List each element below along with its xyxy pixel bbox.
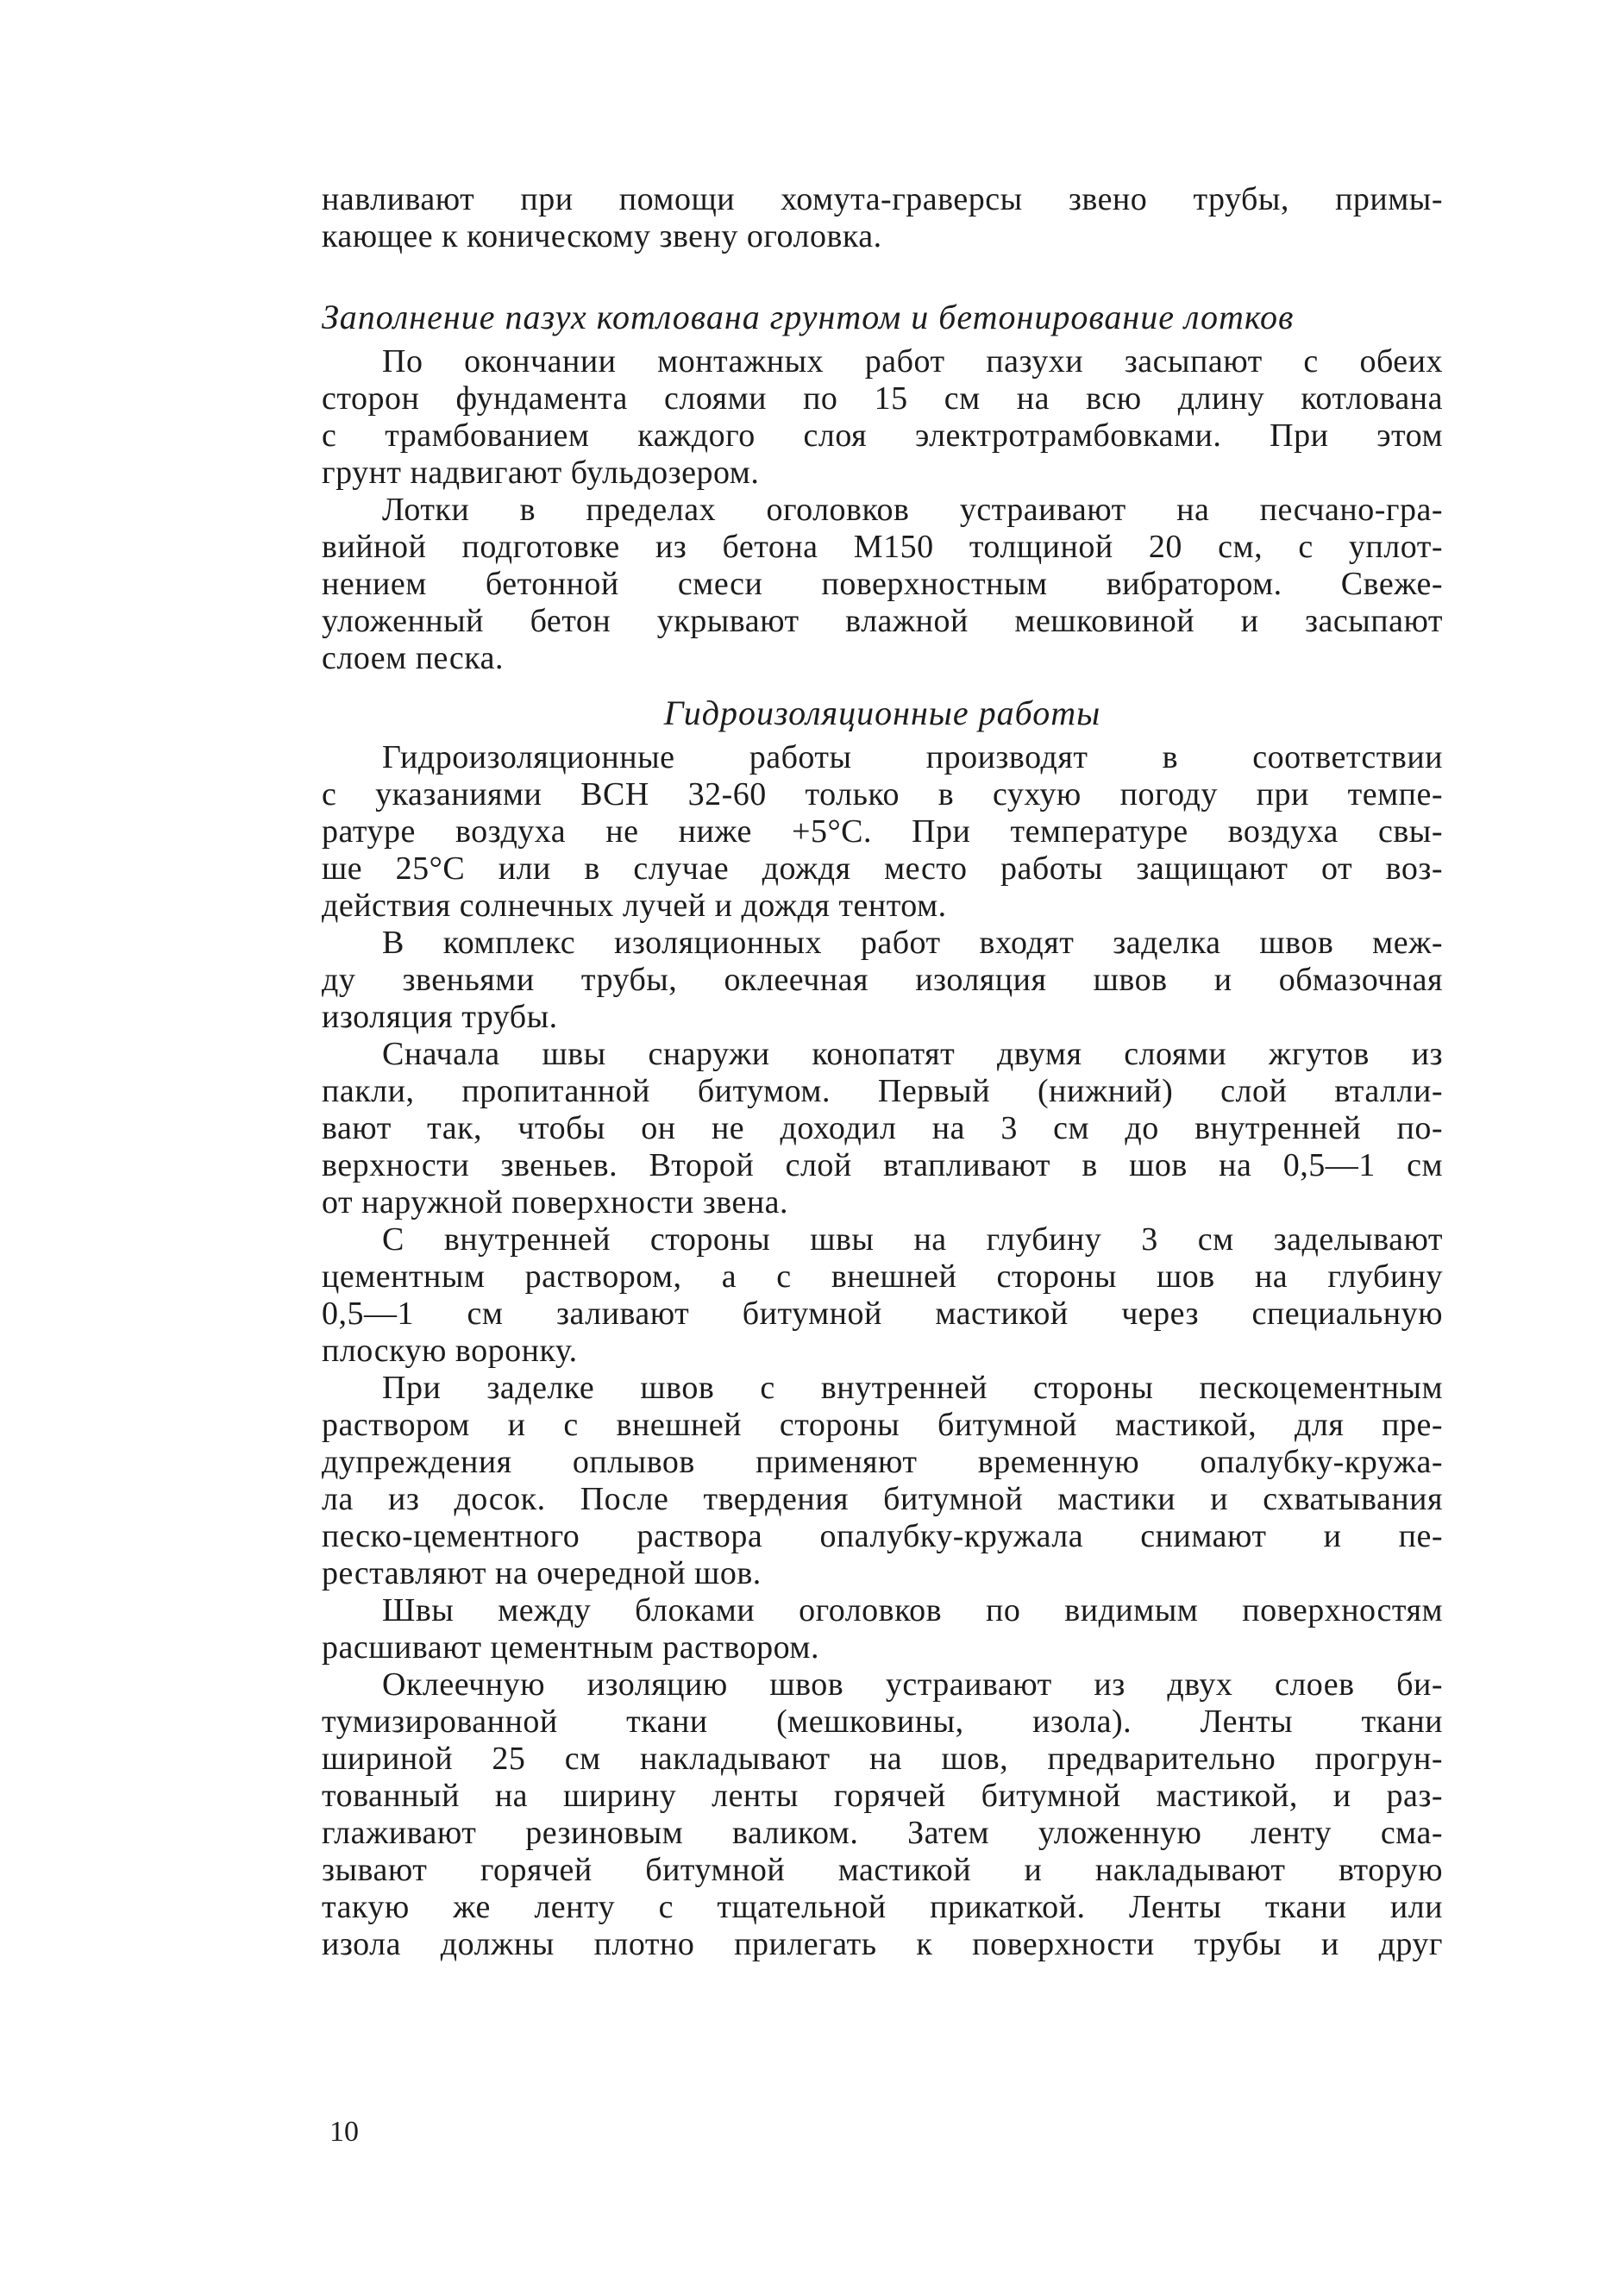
text-line: В комплекс изоляционных работ входят заделка швов меж- bbox=[382, 925, 1443, 961]
text-line: плоскую воронку. bbox=[322, 1333, 578, 1369]
text-line: уложенный бетон укрывают влажной мешковиной и засыпают bbox=[322, 603, 1443, 639]
text-line: вийной подготовке из бетона М150 толщиной 20 см, с уплот- bbox=[322, 529, 1443, 565]
text-block bbox=[322, 181, 1443, 1963]
text-line: пакли, пропитанной битумом. Первый (нижний) слой вталли- bbox=[322, 1073, 1443, 1109]
text-line: С внутренней стороны швы на глубину 3 см заделывают bbox=[382, 1221, 1443, 1258]
text-line: ла из досок. После твердения битумной мастики и схватывания bbox=[322, 1481, 1443, 1517]
text-line: навливают при помощи хомута-граверсы звено трубы, примы- bbox=[322, 181, 1443, 217]
text-line: реставляют на очередной шов. bbox=[322, 1555, 762, 1591]
paragraph bbox=[322, 1221, 1443, 1370]
text-line: ше 25°С или в случае дождя место работы защищают от воз- bbox=[322, 850, 1443, 887]
text-line: Оклеечную изоляцию швов устраивают из двух слоев би- bbox=[382, 1666, 1443, 1703]
text-line: верхности звеньев. Второй слой втапливают в шов на 0,5—1 см bbox=[322, 1147, 1443, 1183]
paragraph bbox=[322, 1666, 1443, 1963]
text-line: глаживают резиновым валиком. Затем уложенную ленту сма- bbox=[322, 1815, 1443, 1851]
text-line: Лотки в пределах оголовков устраивают на песчано-гра- bbox=[382, 492, 1443, 528]
text-line: нением бетонной смеси поверхностным вибратором. Свеже- bbox=[322, 566, 1443, 602]
text-line: Гидроизоляционные работы производят в соответствии bbox=[382, 739, 1443, 775]
text-line: ратуре воздуха не ниже +5°С. При температуре воздуха свы- bbox=[322, 813, 1443, 850]
text-line: дупреждения оплывов применяют временную опалубку-кружа- bbox=[322, 1444, 1443, 1480]
text-line: изоляция трубы. bbox=[322, 999, 558, 1035]
paragraph bbox=[322, 343, 1443, 492]
text-line: с трамбованием каждого слоя электротрамбовками. При этом bbox=[322, 417, 1443, 454]
text-line: 0,5—1 см заливают битумной мастикой через специальную bbox=[322, 1296, 1443, 1332]
text-line: зывают горячей битумной мастикой и накладывают вторую bbox=[322, 1852, 1443, 1888]
text-line: Швы между блоками оголовков по видимым поверхностям bbox=[382, 1592, 1443, 1628]
text-line: песко-цементного раствора опалубку-кружала снимают и пе- bbox=[322, 1518, 1443, 1554]
paragraph bbox=[322, 1036, 1443, 1221]
text-line: Сначала швы снаружи конопатят двумя слоями жгутов из bbox=[382, 1036, 1443, 1072]
paragraph bbox=[322, 925, 1443, 1036]
text-line: изола должны плотно прилегать к поверхности трубы и друг bbox=[322, 1926, 1443, 1962]
text-line: кающее к коническому звену оголовка. bbox=[322, 218, 882, 254]
section-heading: Гидроизоляционные работы bbox=[663, 693, 1101, 732]
section-heading: Заполнение пазух котлована грунтом и бетонирование лотков bbox=[322, 298, 1295, 336]
paragraph bbox=[322, 1370, 1443, 1592]
paragraph bbox=[322, 181, 1443, 255]
text-line: вают так, чтобы он не доходил на 3 см до внутренней по- bbox=[322, 1110, 1443, 1146]
text-line: такую же ленту с тщательной прикаткой. Ленты ткани или bbox=[322, 1889, 1443, 1925]
text-line: тованный на ширину ленты горячей битумной мастикой, и раз- bbox=[322, 1778, 1443, 1814]
text-line: цементным раствором, а с внешней стороны шов на глубину bbox=[322, 1258, 1443, 1295]
text-line: расшивают цементным раствором. bbox=[322, 1629, 819, 1666]
text-line: ду звеньями трубы, оклеечная изоляция швов и обмазочная bbox=[322, 962, 1443, 998]
paragraph bbox=[322, 492, 1443, 677]
paragraph bbox=[322, 739, 1443, 925]
text-line: По окончании монтажных работ пазухи засыпают с обеих bbox=[382, 343, 1443, 380]
text-line: При заделке швов с внутренней стороны пескоцементным bbox=[382, 1370, 1443, 1406]
text-line: тумизированной ткани (мешковины, изола). Ленты ткани bbox=[322, 1704, 1443, 1740]
text-line: с указаниями ВСН 32-60 только в сухую погоду при темпе- bbox=[322, 776, 1443, 813]
text-line: шириной 25 см накладывают на шов, предварительно прогрун- bbox=[322, 1741, 1443, 1777]
text-line: от наружной поверхности звена. bbox=[322, 1184, 789, 1220]
text-line: сторон фундамента слоями по 15 см на всю длину котлована bbox=[322, 380, 1443, 417]
text-line: слоем песка. bbox=[322, 640, 504, 676]
text-line: раствором и с внешней стороны битумной мастикой, для пре- bbox=[322, 1407, 1443, 1443]
text-line: грунт надвигают бульдозером. bbox=[322, 455, 760, 491]
paragraph bbox=[322, 1592, 1443, 1666]
page-number: 10 bbox=[329, 2116, 359, 2148]
text-line: действия солнечных лучей и дождя тентом. bbox=[322, 888, 947, 924]
